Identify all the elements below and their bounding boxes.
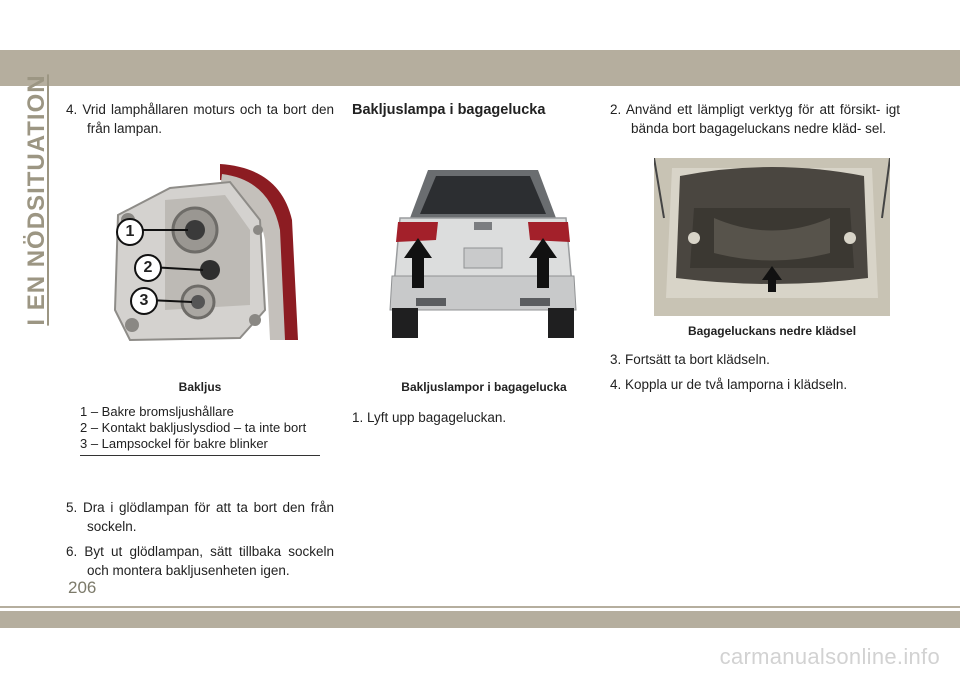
callout-1: 1 (116, 218, 144, 246)
callout-3: 3 (130, 287, 158, 315)
step-4-disconnect-lamps: 4. Koppla ur de två lamporna i klädseln. (610, 377, 848, 392)
taillight-caption: Bakljus (178, 380, 222, 394)
step-2-pry-trim: 2. Använd ett lämpligt verktyg för att försikt- igt bända bort bagageluckans nedre kläd- sel. (610, 102, 900, 136)
column-2 (352, 100, 584, 118)
section-side-tab-label: I EN NÖDSITUATION (23, 74, 50, 326)
step-3-continue-trim: 3. Fortsätt ta bort klädseln. (610, 352, 770, 367)
callout-2: 2 (134, 254, 162, 282)
liftgate-trim-illustration (654, 158, 890, 316)
taillight-illustration (110, 160, 300, 345)
taillight-photo (110, 160, 300, 345)
column-3 (610, 100, 900, 138)
step-6-replace-bulb: 6. Byt ut glödlampan, sätt tillbaka sockeln och montera bakljusenheten igen. (66, 544, 334, 578)
footer-band (0, 611, 960, 628)
liftgate-lamps-caption: Bakljuslampor i bagagelucka (401, 380, 567, 394)
step-1-lift-liftgate: 1. Lyft upp bagageluckan. (352, 410, 507, 425)
section-side-tab (22, 74, 52, 326)
column-1-lower-steps (66, 498, 334, 580)
liftgate-lamps-photo (388, 158, 578, 345)
taillight-legend (80, 404, 320, 456)
watermark-text: carmanualsonline.info (719, 644, 940, 669)
step-5-pull-bulb: 5. Dra i glödlampan för att ta bort den från sockeln. (66, 500, 334, 534)
step-4-remove-holder: 4. Vrid lamphållaren moturs och ta bort den från lampan. (66, 102, 334, 136)
footer-rule (0, 606, 960, 608)
column-3-lower-steps (610, 350, 900, 394)
suv-rear-illustration (388, 158, 578, 345)
legend-item-2: 2 – Kontakt bakljuslysdiod – ta inte bort (80, 420, 307, 435)
page-number: 206 (68, 578, 97, 597)
liftgate-trim-caption: Bagageluckans nedre klädsel (687, 324, 857, 338)
legend-item-1: 1 – Bakre bromsljushållare (80, 404, 234, 419)
header-band (0, 50, 960, 86)
legend-item-3: 3 – Lampsockel för bakre blinker (80, 436, 268, 451)
liftgate-trim-photo (654, 158, 890, 316)
column-1 (66, 100, 334, 138)
section-heading: Bakljuslampa i bagagelucka (352, 102, 546, 118)
